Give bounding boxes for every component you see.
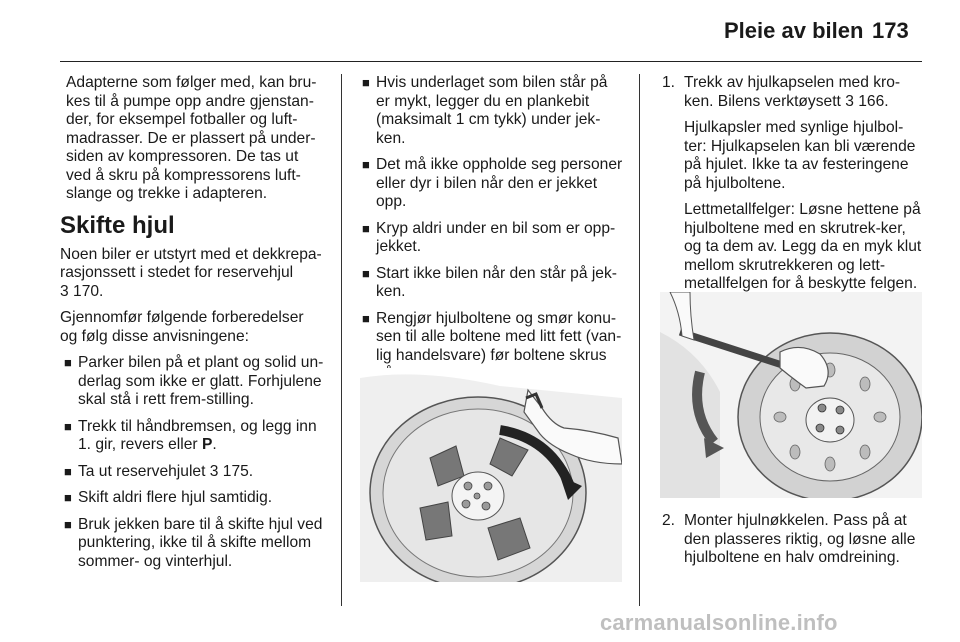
list-item-end: . (212, 436, 217, 453)
list-item (358, 220, 624, 257)
step-text: Trekk av hjulkapselen med kro-ken. Bilens verktøysett (684, 74, 901, 110)
list-item-text: Ta ut reservehjulet (78, 462, 210, 480)
list-item-text: Parker bilen på et plant og solid un-derlag som ikke er glatt. Forhjulene skal stå i rett frem-stilling. (78, 354, 324, 408)
bullet-icon: ■ (64, 490, 72, 505)
list-item-text: Start ikke bilen når den står på jek-ken. (376, 264, 617, 300)
gear-reverse-label: P (201, 436, 213, 453)
list-item-text: Skift aldri flere hjul samtidig. (78, 489, 273, 506)
list-item (358, 156, 624, 212)
bullet-icon: ■ (64, 355, 72, 370)
step-number: 2. (662, 512, 676, 529)
ref-arrow-icon: 3 (209, 462, 219, 480)
ref-arrow-icon: 3 (845, 92, 854, 110)
list-item-text: Rengjør hjulboltene og smør konu-sen til alle boltene med litt fett (van-lig handelsvare) før boltene skrus (376, 309, 622, 364)
list-item-text: Hvis underlaget som bilen står på er mykt, legger du en plankebit (maksimalt 1 cm tykk) under jek-ken. (376, 74, 608, 147)
section-heading: Skifte hjul (60, 211, 175, 239)
column-divider (341, 74, 342, 606)
bullet-icon: ■ (362, 75, 370, 90)
step-1-note-hubcaps: Hjulkapsler med synlige hjulbol-ter: Hjulkapselen kan bli værende på hjulet. Ikke ta av festeringene på hjulboltene. (684, 119, 916, 192)
bullet-icon: ■ (64, 516, 72, 532)
paragraph-1-text: Noen biler er utstyrt med et dekkrepa-rasjonssett i stedet for reservehjul (60, 245, 322, 281)
column-2 (358, 74, 624, 392)
wheel-wrench-illustration (660, 292, 922, 498)
step-1-note-alloy: Lettmetallfelger: Løsne hettene på hjulboltene med en skrutrek-ker, og ta dem av. Legg da en myk klut mellom skrutrekkeren og lett-metallfelgen for å beskytte felgen. (684, 201, 922, 292)
bullet-icon: ■ (64, 418, 72, 434)
paragraph-1 (60, 246, 325, 302)
watermark: carmanualsonline.info (600, 610, 838, 635)
page-reference: 170. (73, 282, 104, 300)
bullet-icon: ■ (362, 157, 370, 172)
column-1 (60, 74, 325, 579)
list-item (60, 489, 325, 508)
list-item (60, 418, 325, 455)
step-2 (662, 512, 924, 568)
list-item (60, 354, 325, 410)
list-item (358, 265, 624, 302)
list-item (60, 463, 325, 482)
list-item-text: Trekk til håndbremsen, og legg inn 1. gir, revers eller (78, 417, 317, 453)
list-item-text: Kryp aldri under en bil som er opp-jekket. (376, 219, 616, 255)
bullet-icon: ■ (362, 265, 370, 281)
list-item (358, 74, 624, 148)
step-text: Monter hjulnøkkelen. Pass på at den plasseres riktig, og løsne alle hjulboltene en halv omdreining. (684, 512, 916, 566)
page-title: Pleie av bilen (724, 18, 864, 43)
ref-arrow-icon: 3 (60, 282, 69, 300)
paragraph-2: Gjennomfør følgende forberedelser og følg disse anvisningene: (60, 309, 304, 345)
page-reference: 175. (222, 462, 254, 480)
header-rule (60, 61, 922, 62)
column-3 (662, 74, 924, 302)
bullet-icon: ■ (362, 220, 370, 236)
list-item-text: Bruk jekken bare til å skifte hjul ved punktering, ikke til å skifte mellom sommer- og vinterhjul. (78, 515, 323, 570)
list-item-text: Det må ikke oppholde seg personer eller dyr i bilen når den er jekket opp. (376, 156, 623, 210)
column-3-lower (662, 512, 924, 576)
bullet-icon: ■ (64, 463, 72, 479)
hubcap-removal-illustration (360, 368, 622, 582)
bullet-icon: ■ (362, 310, 370, 326)
step-number: 1. (662, 74, 676, 91)
list-item (60, 516, 325, 572)
page-reference: 166. (858, 92, 889, 110)
step-1 (662, 74, 924, 111)
page-number: 173 (872, 18, 909, 43)
intro-paragraph: Adapterne som følger med, kan bru-kes til å pumpe opp andre gjenstan-der, for eksempel fotballer og luft-madrasser. De er plassert på under-siden av kompressoren. De tas ut ved å skru på kompressorens luft-slange og trekke i adapteren. (66, 74, 317, 202)
column-divider (639, 74, 640, 606)
